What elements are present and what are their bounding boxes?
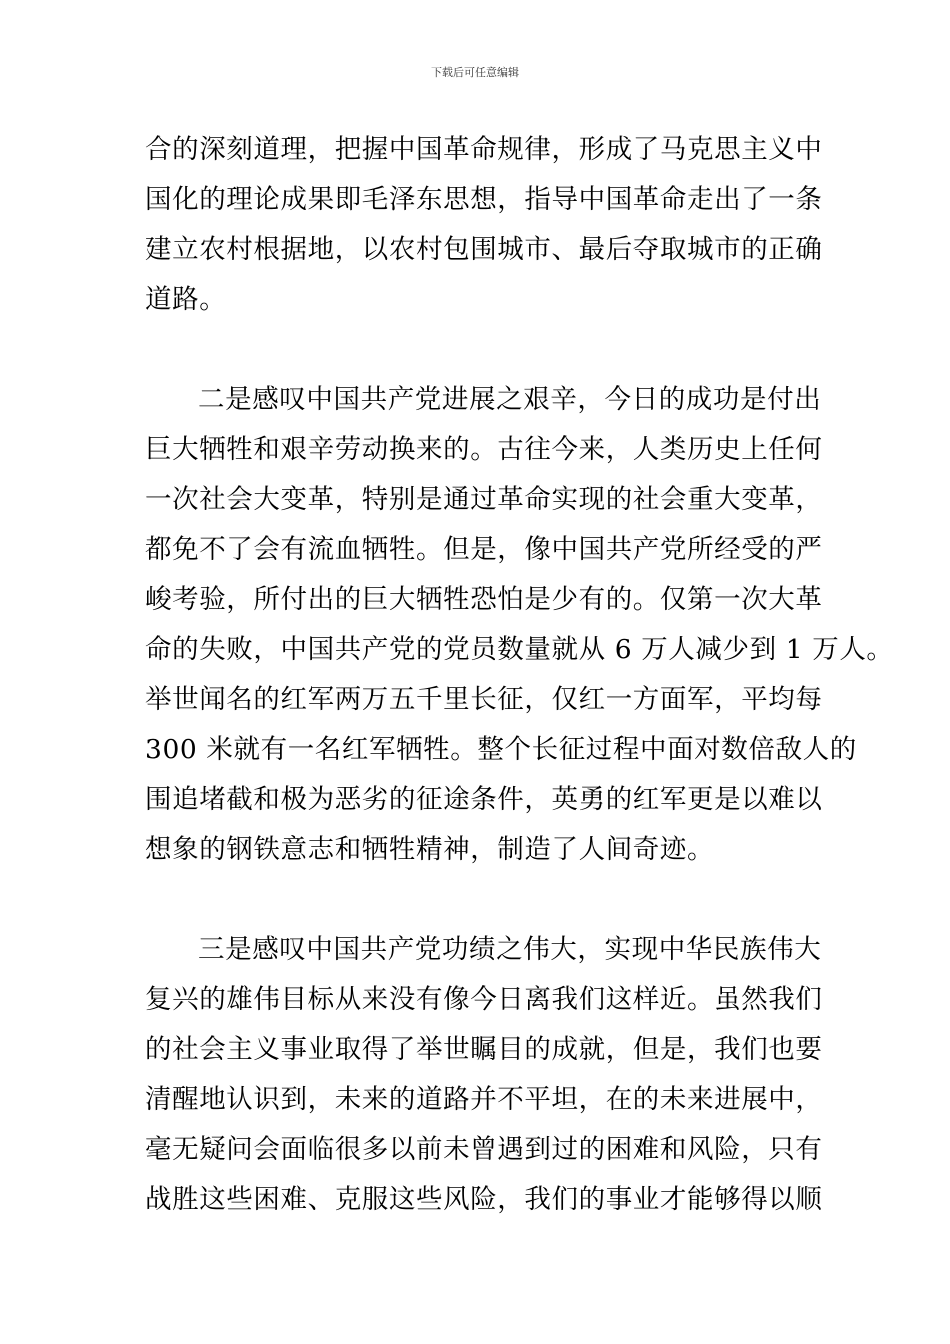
text-line: 巨大牺牲和艰辛劳动换来的。古往今来，人类历史上任何	[145, 434, 823, 465]
text-line: 举世闻名的红军两万五千里长征，仅红一方面军，平均每	[145, 684, 823, 715]
text-line: 合的深刻道理，把握中国革命规律，形成了马克思主义中	[145, 134, 823, 165]
text-line: 复兴的雄伟目标从来没有像今日离我们这样近。虽然我们	[145, 984, 823, 1015]
text-line: 的社会主义事业取得了举世瞩目的成就，但是，我们也要	[145, 1034, 823, 1065]
text-line: 道路。	[145, 284, 227, 315]
text-line: 想象的钢铁意志和牺牲精神，制造了人间奇迹。	[145, 834, 715, 865]
text-line-indented: 二是感叹中国共产党进展之艰辛，今日的成功是付出	[198, 384, 822, 415]
page-header: 下载后可任意编辑	[431, 66, 519, 79]
paragraph-3	[145, 925, 835, 1225]
document-body	[145, 125, 894, 1225]
text-line: 清醒地认识到，未来的道路并不平坦，在的未来进展中，	[145, 1084, 823, 1115]
text-line: 峻考验，所付出的巨大牺牲恐怕是少有的。仅第一次大革	[145, 584, 823, 615]
text-line: 国化的理论成果即毛泽东思想，指导中国革命走出了一条	[145, 184, 823, 215]
text-line: 围追堵截和极为恶劣的征途条件，英勇的红军更是以难以	[145, 784, 823, 815]
paragraph-gap	[145, 875, 835, 925]
text-line: 都免不了会有流血牺牲。但是，像中国共产党所经受的严	[145, 534, 823, 565]
text-line: 命的失败，中国共产党的党员数量就从 6 万人减少到 1 万人。	[145, 634, 894, 665]
text-line: 建立农村根据地，以农村包围城市、最后夺取城市的正确	[145, 234, 823, 265]
paragraph-gap	[145, 325, 835, 375]
text-line: 战胜这些困难、克服这些风险，我们的事业才能够得以顺	[145, 1184, 823, 1215]
paragraph-1	[145, 125, 835, 325]
text-line: 一次社会大变革，特别是通过革命实现的社会重大变革，	[145, 484, 823, 515]
text-line: 300 米就有一名红军牺牲。整个长征过程中面对数倍敌人的	[145, 734, 857, 765]
text-line: 毫无疑问会面临很多以前未曾遇到过的困难和风险，只有	[145, 1134, 823, 1165]
text-line-indented: 三是感叹中国共产党功绩之伟大，实现中华民族伟大	[198, 934, 822, 965]
paragraph-2	[145, 375, 894, 875]
